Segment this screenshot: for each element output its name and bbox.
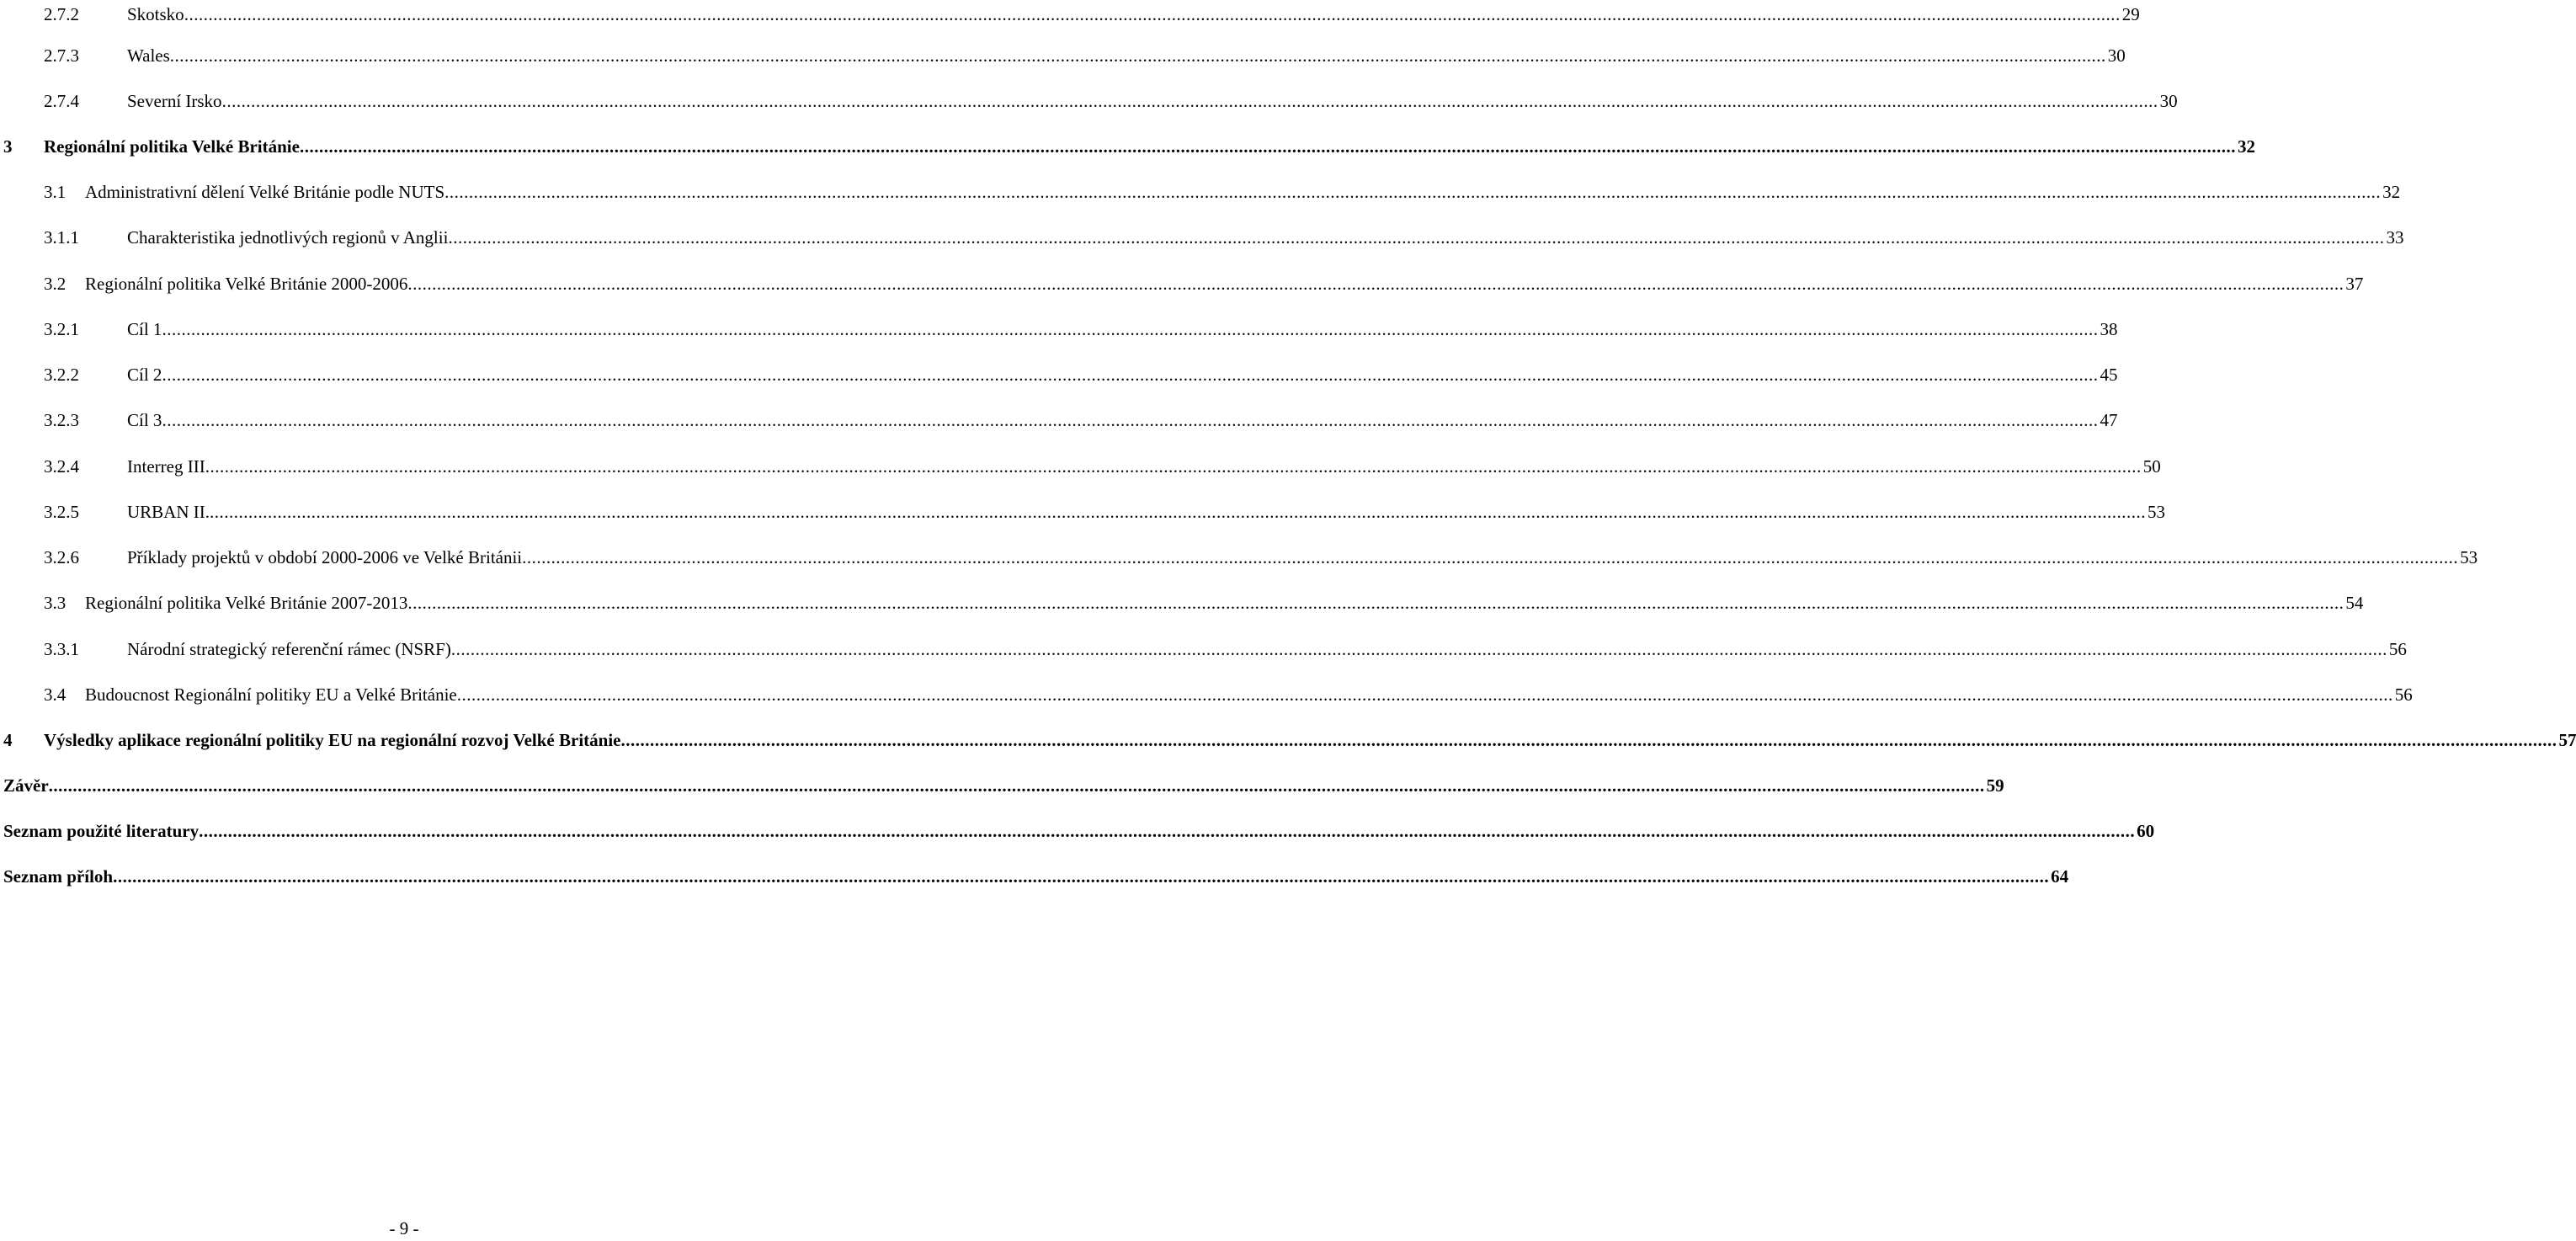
toc-leader-dots: ................................................................................................................................................................................................................................................................................................................................................................................................................	[450, 639, 2387, 659]
toc-leader-dots: ................................................................................................................................................................................................................................................................................................................................................................................................................	[221, 91, 2158, 111]
toc-entry[interactable]	[0, 452, 2161, 481]
toc-entry-page: 64	[2051, 866, 2069, 887]
toc-entry-title: Regionální politika Velké Británie	[44, 136, 300, 157]
toc-entry-title: Cíl 1	[127, 319, 162, 339]
toc-leader-dots: ................................................................................................................................................................................................................................................................................................................................................................................................................	[162, 319, 2099, 339]
toc-entry-title: Interreg III	[127, 456, 205, 477]
toc-entry-title: Charakteristika jednotlivých regionů v Anglii	[127, 227, 449, 248]
toc-entry[interactable]	[0, 360, 2118, 389]
toc-entry[interactable]	[0, 132, 2255, 161]
toc-entry-number: 3.2.4	[44, 456, 79, 477]
toc-entry-title: Budoucnost Regionální politiky EU a Velké Británie	[85, 684, 457, 705]
toc-leader-dots: ................................................................................................................................................................................................................................................................................................................................................................................................................	[522, 547, 2459, 567]
toc-entry-page: 32	[2382, 182, 2401, 202]
toc-entry-page: 60	[2137, 821, 2155, 841]
toc-entry-title: Výsledky aplikace regionální politiky EU na regionální rozvoj Velké Británie	[44, 730, 621, 750]
toc-entry-number: 3.1.1	[44, 227, 79, 248]
toc-entry-number: 4	[3, 730, 13, 750]
toc-entry-title: Závěr	[3, 775, 49, 796]
toc-entry[interactable]	[0, 178, 2401, 206]
page-number: - 9 -	[389, 1218, 419, 1238]
toc-entry-page: 45	[2100, 365, 2118, 385]
toc-entry-number: 3.4	[44, 684, 67, 705]
toc-entry-title: Národní strategický referenční rámec (NSRF)	[127, 639, 451, 659]
toc-entry-page: 33	[2386, 227, 2404, 248]
toc-entry[interactable]	[0, 771, 2004, 800]
toc-entry[interactable]	[0, 635, 2407, 663]
toc-entry-number: 3.2	[44, 274, 67, 294]
toc-leader-dots: ................................................................................................................................................................................................................................................................................................................................................................................................................	[199, 821, 2136, 841]
toc-entry-title: Cíl 2	[127, 365, 162, 385]
toc-entry[interactable]	[0, 726, 2576, 754]
toc-entry[interactable]	[0, 680, 2413, 709]
toc-entry-number: 3.2.5	[44, 502, 79, 522]
toc-leader-dots: ................................................................................................................................................................................................................................................................................................................................................................................................................	[48, 775, 1985, 796]
toc-entry-page: 29	[2121, 4, 2140, 24]
toc-entry-page: 57	[2558, 730, 2576, 750]
toc-leader-dots: ................................................................................................................................................................................................................................................................................................................................................................................................................	[210, 502, 2146, 522]
toc-leader-dots: ................................................................................................................................................................................................................................................................................................................................................................................................................	[169, 45, 2106, 66]
toc-entry-title: Seznam příloh	[3, 866, 114, 887]
toc-entry-number: 3	[3, 136, 13, 157]
toc-entry-page: 56	[2388, 639, 2407, 659]
toc-leader-dots: ................................................................................................................................................................................................................................................................................................................................................................................................................	[162, 365, 2099, 385]
toc-entry-number: 3.2.1	[44, 319, 79, 339]
toc-entry[interactable]	[0, 498, 2165, 526]
toc-entry-number: 2.7.2	[44, 4, 79, 24]
toc-entry-page: 38	[2100, 319, 2118, 339]
toc-entry-number: 3.1	[44, 182, 67, 202]
toc-entry[interactable]	[0, 87, 2178, 115]
toc-entry-title: Regionální politika Velké Británie 2007-2013	[85, 593, 408, 613]
toc-leader-dots: ................................................................................................................................................................................................................................................................................................................................................................................................................	[407, 274, 2344, 294]
toc-entry-title: Příklady projektů v období 2000-2006 ve Velké Británii	[127, 547, 523, 567]
toc-entry[interactable]	[0, 543, 2478, 572]
toc-entry-page: 53	[2460, 547, 2478, 567]
toc-leader-dots: ................................................................................................................................................................................................................................................................................................................................................................................................................	[162, 410, 2099, 430]
toc-entry-page: 53	[2148, 502, 2165, 522]
toc-entry-title: Severní Irsko	[127, 91, 222, 111]
toc-leader-dots: ................................................................................................................................................................................................................................................................................................................................................................................................................	[456, 684, 2393, 705]
toc-entry-number: 3.2.3	[44, 410, 79, 430]
toc-entry-page: 47	[2100, 410, 2118, 430]
toc-entry[interactable]	[0, 817, 2155, 845]
toc-entry-number: 3.3.1	[44, 639, 79, 659]
toc-entry[interactable]	[0, 589, 2364, 617]
toc-entry-title: Regionální politika Velké Británie 2000-2006	[85, 274, 408, 294]
toc-leader-dots: ................................................................................................................................................................................................................................................................................................................................................................................................................	[407, 593, 2344, 613]
toc-entry-page: 54	[2345, 593, 2364, 613]
toc-leader-dots: ................................................................................................................................................................................................................................................................................................................................................................................................................	[113, 866, 2050, 887]
toc-entry-title: Seznam použité literatury	[3, 821, 200, 841]
toc-leader-dots: ................................................................................................................................................................................................................................................................................................................................................................................................................	[299, 136, 2236, 157]
toc-entry-number: 2.7.4	[44, 91, 79, 111]
toc-entry-number: 3.2.2	[44, 365, 79, 385]
toc-leader-dots: ................................................................................................................................................................................................................................................................................................................................................................................................................	[448, 227, 2385, 248]
toc-entry[interactable]	[0, 41, 2126, 70]
toc-entry-page: 30	[2159, 91, 2178, 111]
toc-entry-number: 2.7.3	[44, 45, 79, 66]
toc-leader-dots: ................................................................................................................................................................................................................................................................................................................................................................................................................	[184, 4, 2121, 24]
toc-entry-page: 59	[1986, 775, 2004, 796]
toc-entry[interactable]	[0, 0, 2140, 29]
toc-entry-title: Wales	[127, 45, 170, 66]
toc-entry-number: 3.2.6	[44, 547, 79, 567]
toc-entry[interactable]	[0, 406, 2118, 434]
toc-entry[interactable]	[0, 862, 2069, 891]
toc-entry-page: 32	[2237, 136, 2255, 157]
toc-entry[interactable]	[0, 223, 2404, 252]
toc-entry-title: Cíl 3	[127, 410, 162, 430]
toc-entry-page: 50	[2142, 456, 2161, 477]
toc-entry-page: 56	[2394, 684, 2413, 705]
toc-entry-page: 37	[2345, 274, 2364, 294]
toc-entry-title: Skotsko	[127, 4, 184, 24]
toc-entry-title: URBAN II.	[127, 502, 210, 522]
toc-entry-page: 30	[2107, 45, 2126, 66]
toc-leader-dots: ................................................................................................................................................................................................................................................................................................................................................................................................................	[205, 456, 2142, 477]
toc-entry-title: Administrativní dělení Velké Británie podle NUTS	[85, 182, 445, 202]
toc-entry-number: 3.3	[44, 593, 67, 613]
toc-entry[interactable]	[0, 315, 2118, 344]
toc-leader-dots: ................................................................................................................................................................................................................................................................................................................................................................................................................	[444, 182, 2382, 202]
toc-entry[interactable]	[0, 269, 2364, 298]
toc-leader-dots: ................................................................................................................................................................................................................................................................................................................................................................................................................	[620, 730, 2557, 750]
